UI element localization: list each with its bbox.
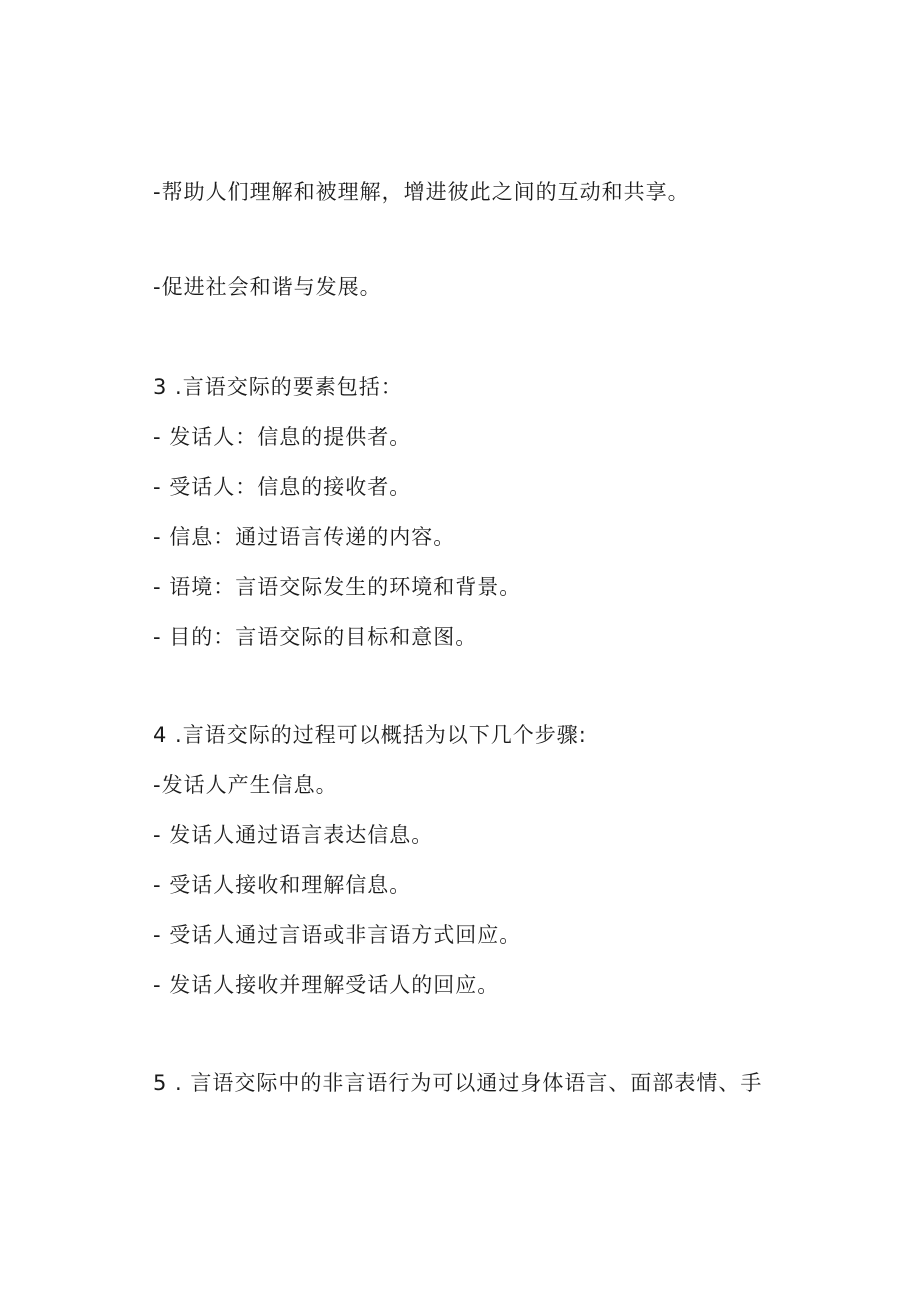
section-3-item-4: - 语境：言语交际发生的环境和背景。 [153,575,522,599]
section-4-item-5: - 发话人接收并理解受话人的回应。 [153,973,500,997]
section-4-item-3: - 受话人接收和理解信息。 [153,873,412,897]
bullet-line-2: -促进社会和谐与发展。 [153,275,382,299]
section-3-item-3: - 信息：通过语言传递的内容。 [153,525,456,549]
section-4-item-2: - 发话人通过语言表达信息。 [153,823,434,847]
section-3-item-1: - 发话人：信息的提供者。 [153,425,412,449]
section-4-item-4: - 受话人通过言语或非言语方式回应。 [153,923,522,947]
section-4-item-1: -发话人产生信息。 [153,773,338,797]
section-3-heading: 3 .言语交际的要素包括： [153,375,403,399]
section-3-item-2: - 受话人：信息的接收者。 [153,475,412,499]
section-4-heading: 4 .言语交际的过程可以概括为以下几个步骤: [153,723,587,747]
section-3-item-5: - 目的：言语交际的目标和意图。 [153,625,478,649]
bullet-line-1: -帮助人们理解和被理解，增进彼此之间的互动和共享。 [153,180,690,204]
section-5-heading: 5 . 言语交际中的非言语行为可以通过身体语言、面部表情、手 [153,1071,763,1095]
